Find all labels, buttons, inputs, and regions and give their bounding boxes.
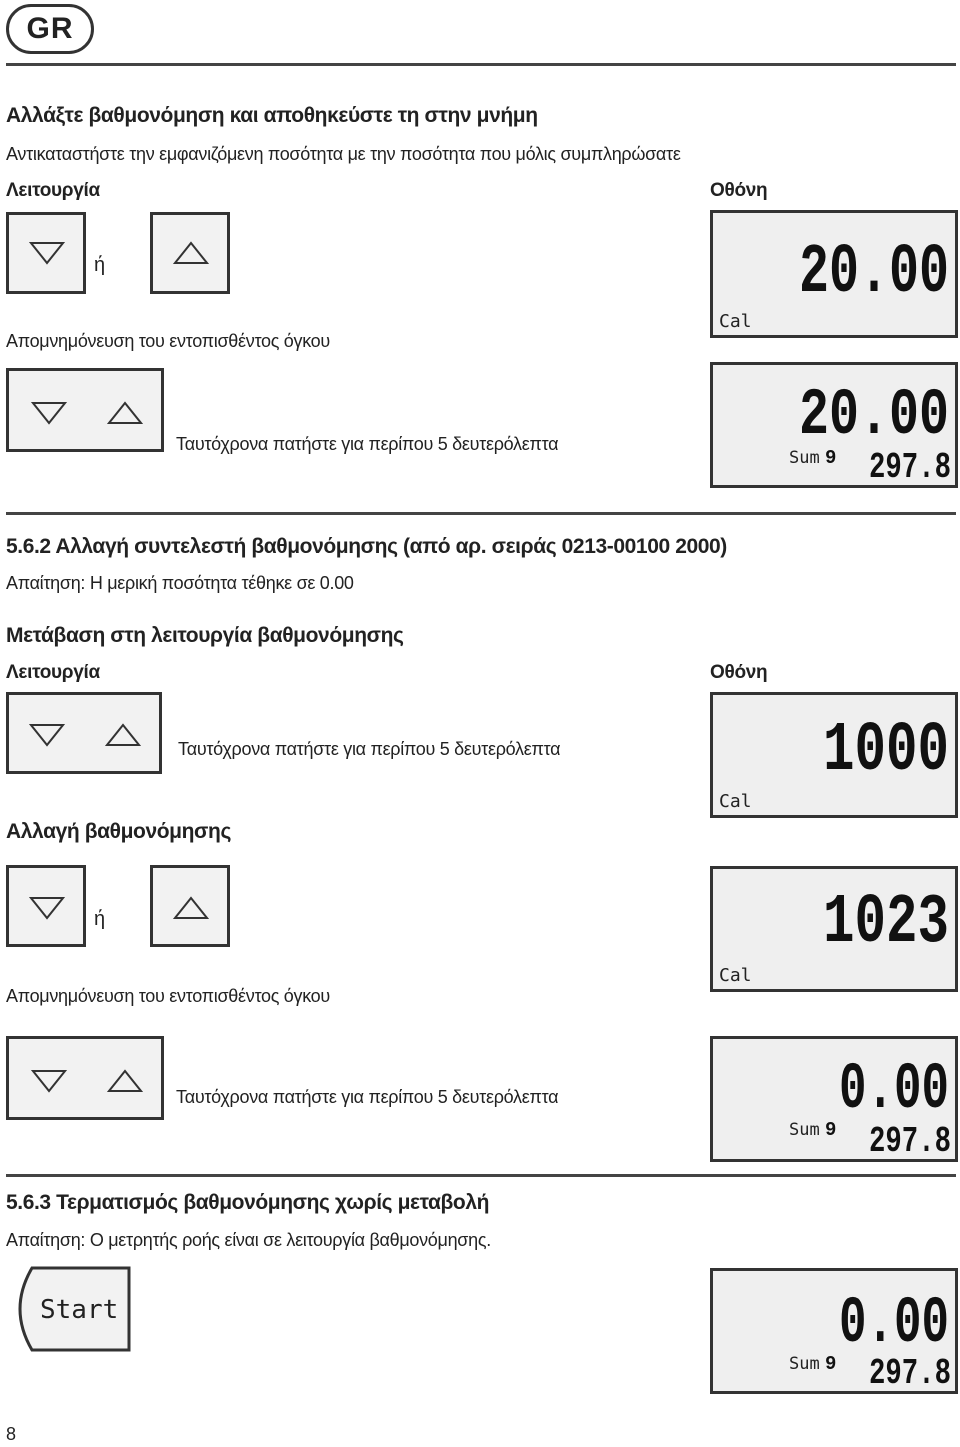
- up-arrow-icon: [105, 723, 141, 747]
- lcd-sum-value: 297.8: [869, 1121, 951, 1162]
- start-button-shape: [6, 1266, 132, 1352]
- lcd-display-2: [710, 362, 958, 488]
- down-arrow-icon: [31, 401, 67, 425]
- lcd-display-3: [710, 692, 958, 818]
- up-button[interactable]: [150, 212, 230, 294]
- section2-requirement: Απαίτηση: Η μερική ποσότητα τέθηκε σε 0.00: [6, 573, 354, 593]
- lcd-main-value: 20.00: [799, 234, 949, 313]
- lcd-main-value: 1000: [823, 712, 949, 791]
- lcd-sum-label: Sum: [789, 448, 820, 468]
- press-simultaneously-text: Ταυτόχρονα πατήστε για περίπου 5 δευτερόλεπτα: [176, 434, 559, 454]
- start-button[interactable]: [6, 1266, 132, 1352]
- lcd-display-5: [710, 1036, 958, 1162]
- down-button[interactable]: [6, 865, 86, 947]
- start-button-label: Start: [40, 1295, 119, 1325]
- down-arrow-icon: [29, 896, 65, 920]
- lcd-mode-label: Cal: [719, 965, 752, 986]
- down-arrow-icon: [31, 1069, 67, 1093]
- section1-subtitle: Αντικαταστήστε την εμφανιζόμενη ποσότητα με την ποσότητα που μόλις συμπληρώσατε: [6, 144, 681, 164]
- or-label: ή: [94, 254, 106, 276]
- up-arrow-icon: [173, 241, 209, 265]
- language-badge-label: GR: [26, 12, 74, 45]
- or-label: ή: [94, 908, 106, 930]
- lcd-sum-digit: 9: [825, 447, 837, 469]
- lcd-sum-label: Sum: [789, 1120, 820, 1140]
- section-divider: [6, 1174, 956, 1177]
- section1-display-label: Οθόνη: [710, 180, 768, 201]
- language-badge: [6, 4, 94, 54]
- lcd-sum-digit: 9: [825, 1119, 837, 1141]
- lcd-display-6: [710, 1268, 958, 1394]
- change-calibration-label: Αλλαγή βαθμονόμησης: [6, 820, 231, 843]
- section3-heading: 5.6.3 Τερματισμός βαθμονόμησης χωρίς μεταβολή: [6, 1191, 490, 1214]
- lcd-display-1: [710, 210, 958, 338]
- down-arrow-icon: [29, 241, 65, 265]
- lcd-main-value: 1023: [823, 884, 949, 963]
- lcd-main-value: 0.00: [839, 1052, 949, 1127]
- top-divider: [6, 63, 956, 66]
- lcd-sum-label: Sum: [789, 1354, 820, 1374]
- section1-operation-label: Λειτουργία: [6, 180, 100, 201]
- section2-display-label: Οθόνη: [710, 662, 768, 683]
- lcd-main-value: 0.00: [839, 1286, 949, 1361]
- lcd-sum-value: 297.8: [869, 447, 951, 488]
- up-arrow-icon: [107, 1069, 143, 1093]
- press-simultaneously-text: Ταυτόχρονα πατήστε για περίπου 5 δευτερόλεπτα: [176, 1087, 559, 1107]
- lcd-sum-digit: 9: [825, 1353, 837, 1375]
- up-arrow-icon: [173, 896, 209, 920]
- section-divider: [6, 512, 956, 515]
- combined-up-down-button[interactable]: [6, 692, 162, 774]
- up-button[interactable]: [150, 865, 230, 947]
- lcd-display-4: [710, 866, 958, 992]
- store-volume-label: Απομνημόνευση του εντοπισθέντος όγκου: [6, 986, 330, 1006]
- down-arrow-icon: [29, 723, 65, 747]
- section3-requirement: Απαίτηση: Ο μετρητής ροής είναι σε λειτουργία βαθμονόμησης.: [6, 1230, 491, 1250]
- section2-operation-label: Λειτουργία: [6, 662, 100, 683]
- combined-up-down-button[interactable]: [6, 1036, 164, 1120]
- section1-title: Αλλάξτε βαθμονόμηση και αποθηκεύστε τη στην μνήμη: [6, 104, 538, 127]
- lcd-mode-label: Cal: [719, 311, 752, 332]
- section2-subheading: Μετάβαση στη λειτουργία βαθμονόμησης: [6, 624, 404, 647]
- page-number: 8: [6, 1424, 17, 1444]
- press-simultaneously-text: Ταυτόχρονα πατήστε για περίπου 5 δευτερόλεπτα: [178, 739, 561, 759]
- combined-up-down-button[interactable]: [6, 368, 164, 452]
- section2-heading: 5.6.2 Αλλαγή συντελεστή βαθμονόμησης (από αρ. σειράς 0213-00100 2000): [6, 535, 727, 558]
- up-arrow-icon: [107, 401, 143, 425]
- lcd-main-value: 20.00: [799, 378, 949, 453]
- lcd-mode-label: Cal: [719, 791, 752, 812]
- store-volume-label: Απομνημόνευση του εντοπισθέντος όγκου: [6, 331, 330, 351]
- lcd-sum-value: 297.8: [869, 1353, 951, 1394]
- down-button[interactable]: [6, 212, 86, 294]
